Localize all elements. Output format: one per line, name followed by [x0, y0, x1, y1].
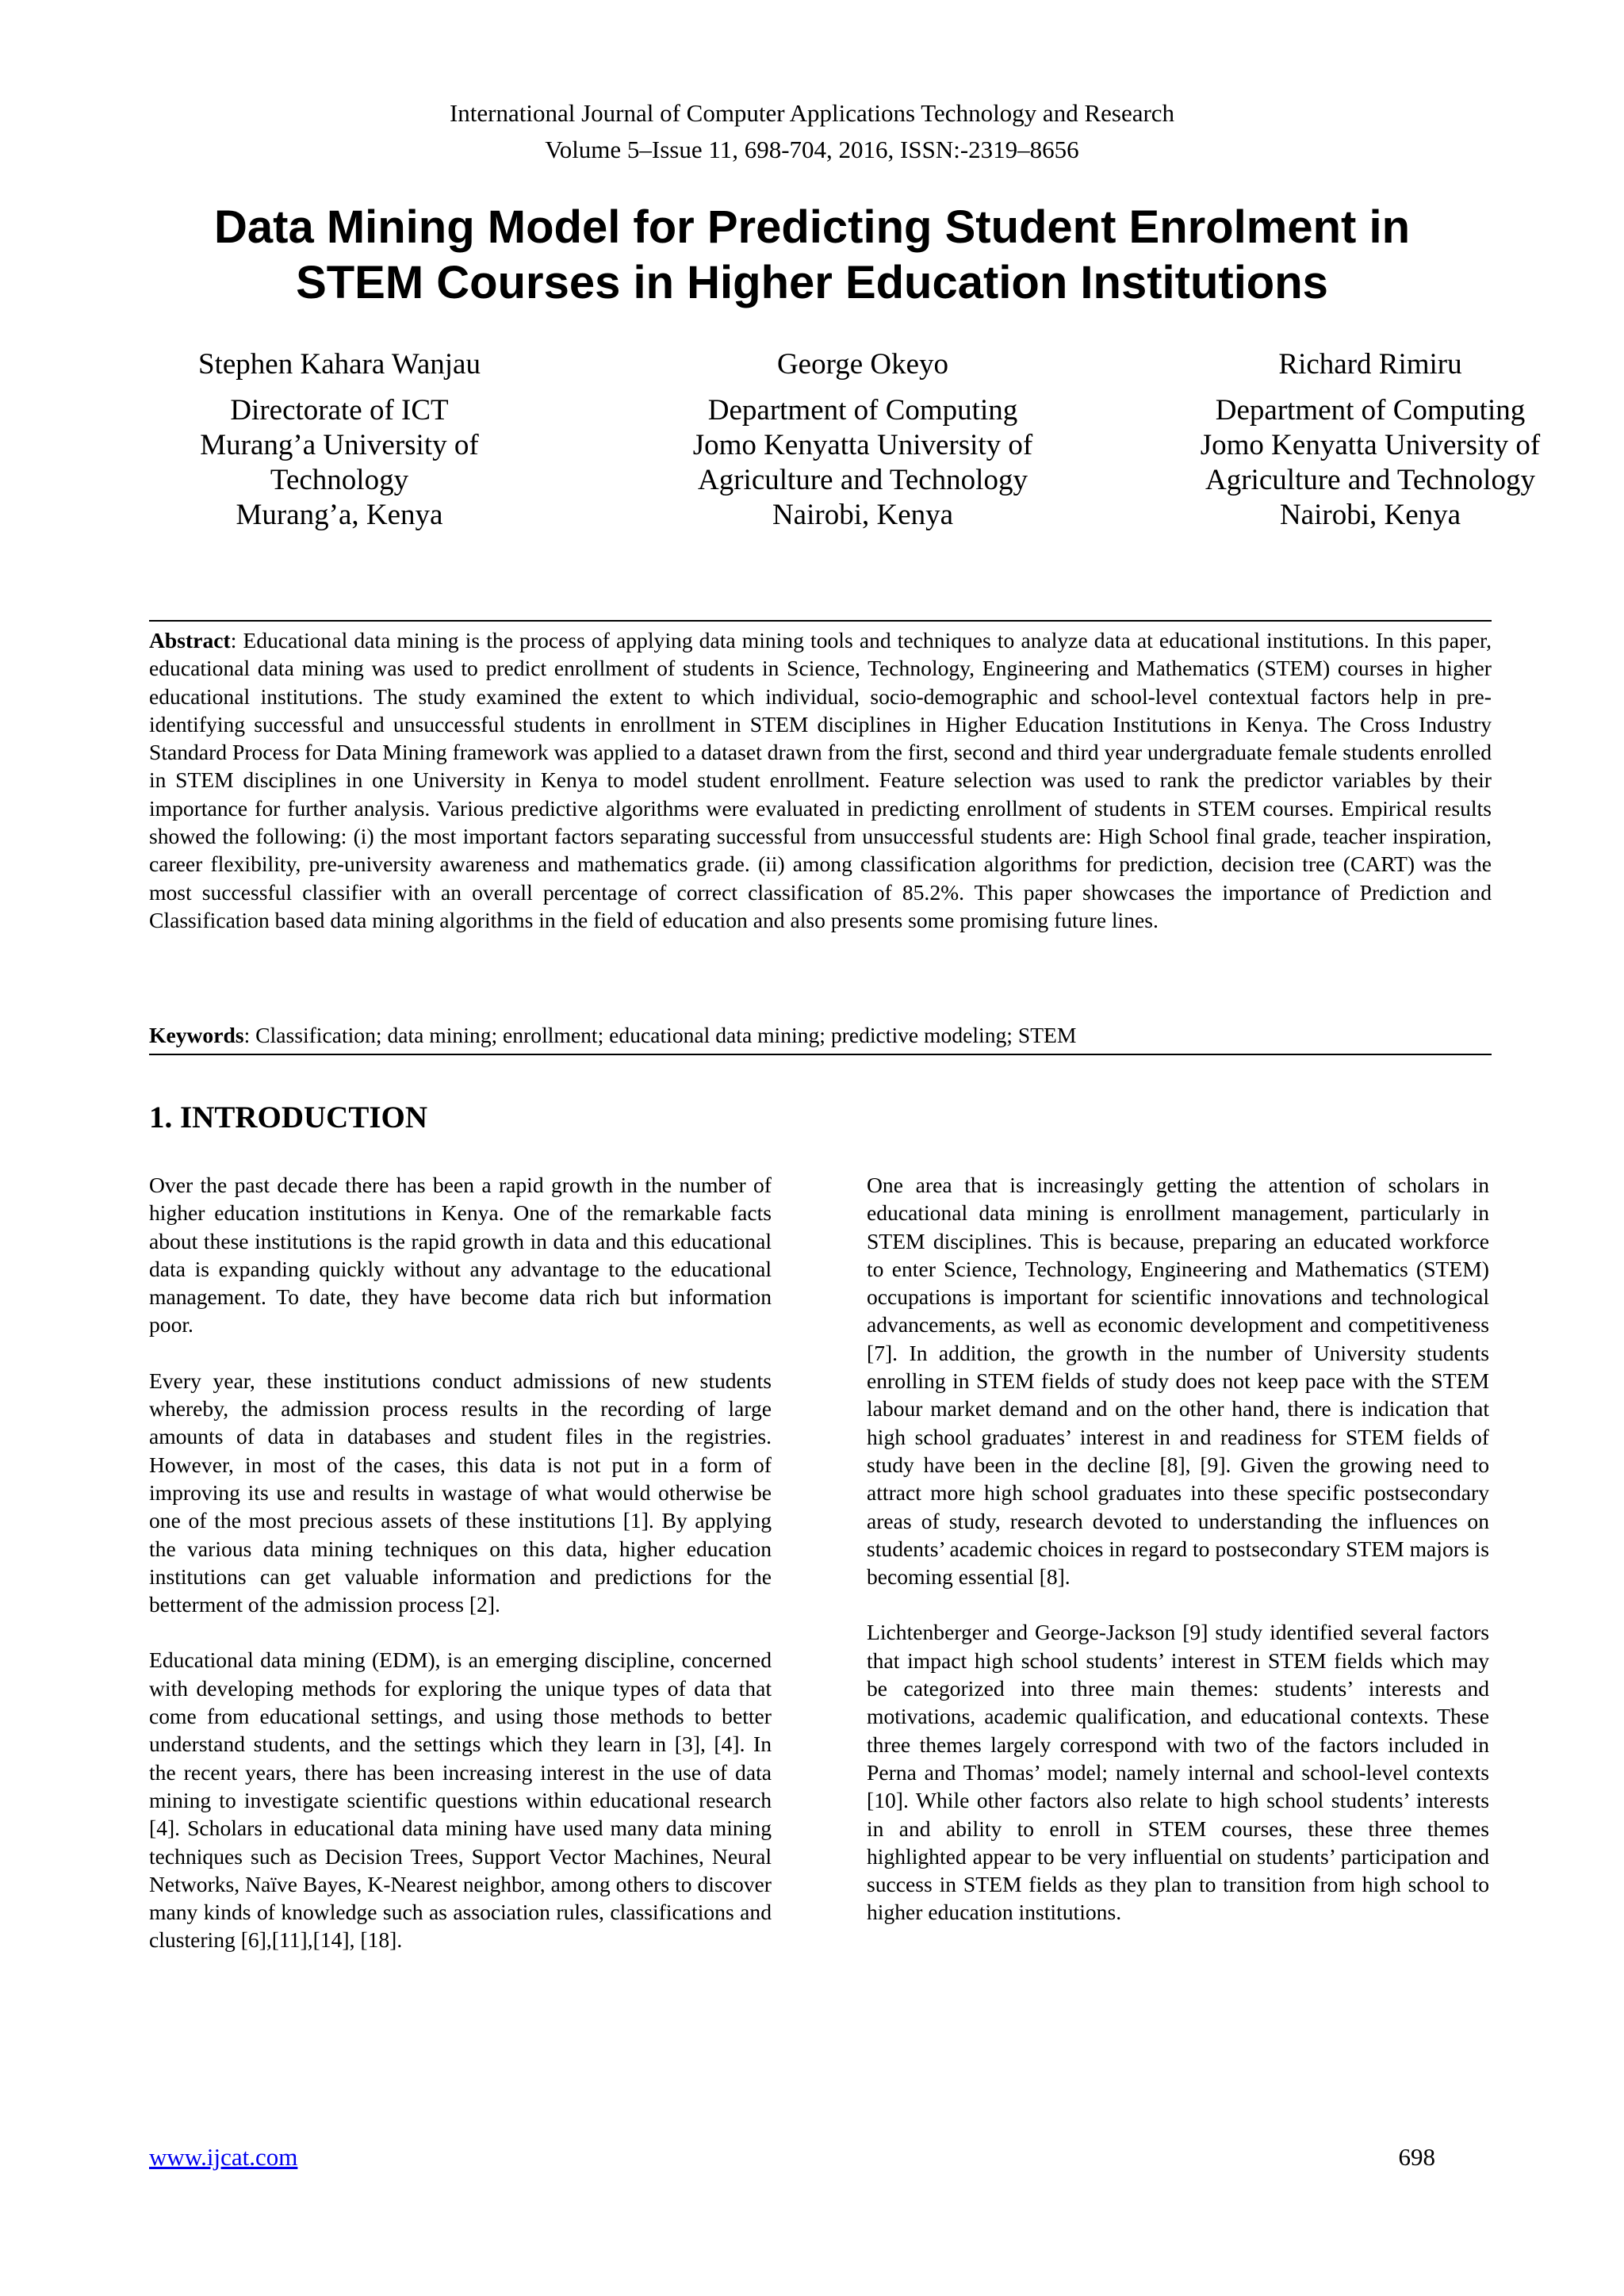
affiliation-line: Agriculture and Technology — [698, 464, 1028, 496]
journal-volume: Volume 5–Issue 11, 698-704, 2016, ISSN:-2319–8656 — [545, 136, 1079, 163]
affiliation-line: Murang’a, Kenya — [236, 499, 443, 531]
abstract-top-rule — [149, 620, 1492, 622]
paper-title — [111, 200, 1513, 311]
affiliation-line: Murang’a University of — [200, 429, 479, 461]
affiliation-line: Department of Computing — [707, 394, 1018, 427]
author-name: George Okeyo — [776, 348, 949, 381]
abstract-label: Abstract — [149, 628, 231, 652]
author-block-1 — [94, 347, 585, 533]
section-heading-introduction: 1. INTRODUCTION — [149, 1100, 428, 1135]
affiliation-line: Agriculture and Technology — [1205, 464, 1535, 496]
affiliation-line: Department of Computing — [1215, 394, 1526, 427]
keywords-label: Keywords — [149, 1023, 244, 1047]
author-block-3 — [1124, 347, 1616, 533]
page-number: 698 — [1398, 2143, 1435, 2171]
keywords-text: : Classification; data mining; enrollment; educational data mining; predictive modeling; STEM — [243, 1023, 1077, 1047]
affiliation-line: Jomo Kenyatta University of — [692, 429, 1033, 461]
paper-title-line-2: STEM Courses in Higher Education Institutions — [296, 257, 1328, 308]
paragraph: Every year, these institutions conduct admissions of new students whereby, the admission process results in the recording of large amounts of data in databases and student files in the registries. However, in most of the cases, this data is not put in a form of improving its use and results in wastage of what would otherwise be one of the most precious assets of these institutions [1]. By applying the various data mining techniques on this data, higher education institutions can get valuable information and predictions for the betterment of the admission process [2]. — [149, 1368, 772, 1617]
author-affiliation — [94, 393, 585, 533]
author-name: Stephen Kahara Wanjau — [198, 348, 481, 381]
abstract — [149, 626, 1492, 934]
journal-name: International Journal of Computer Applications Technology and Research — [449, 99, 1175, 127]
paragraph: One area that is increasingly getting the attention of scholars in educational data mining is enrollment management, particularly in STEM disciplines. This is because, preparing an educated workforce to enter Science, Technology, Engineering and Mathematics (STEM) occupations is important for scientific innovations and technological advancements, as well as economic development and competitiveness [7]. In addition, the growth in the number of University students enrolling in STEM fields of study does not keep pace with the STEM labour market demand and on the other hand, there is indication that high school graduates’ interest in and readiness for STEM fields of study have been in the decline [8], [9]. Given the growing need to attract more high school graduates into these specific postsecondary areas of study, research devoted to understanding the influences on students’ academic choices in regard to postsecondary STEM majors is becoming essential [8]. — [867, 1173, 1489, 1590]
journal-website-link[interactable]: www.ijcat.com — [149, 2143, 298, 2171]
affiliation-line: Technology — [270, 464, 409, 496]
author-affiliation — [1124, 393, 1616, 533]
affiliation-line: Nairobi, Kenya — [1279, 499, 1461, 531]
journal-header — [0, 95, 1624, 168]
paragraph: Lichtenberger and George-Jackson [9] study identified several factors that impact high school students’ interest in STEM fields which may be categorized into three main themes: students’ interests and motivations, academic qualification, and educational contexts. These three themes largely correspond with two of the factors included in Perna and Thomas’ model; namely internal and school-level contexts [10]. While other factors also relate to high school students’ interests in and ability to enroll in STEM courses, these three themes highlighted appear to be very influential on students’ participation and success in STEM fields as they plan to transition from high school to higher education institutions. — [867, 1620, 1489, 1925]
affiliation-line: Jomo Kenyatta University of — [1200, 429, 1541, 461]
author-block-2 — [617, 347, 1109, 533]
affiliation-line: Nairobi, Kenya — [772, 499, 954, 531]
paragraph: Educational data mining (EDM), is an emerging discipline, concerned with developing methods for exploring the unique types of data that come from educational settings, and using those methods to better understand students, and the settings which they learn in [3], [4]. In the recent years, there has been increasing interest in the use of data mining to investigate scientific questions within educational research [4]. Scholars in educational data mining have used many data mining techniques such as Decision Trees, Support Vector Machines, Neural Networks, Naïve Bayes, K-Nearest neighbor, among others to discover many kinds of knowledge such as association rules, classifications and clustering [6],[11],[14], [18]. — [149, 1647, 772, 1953]
body-column-right — [867, 1171, 1489, 1954]
keywords-bottom-rule — [149, 1054, 1492, 1055]
affiliation-line: Directorate of ICT — [230, 394, 449, 427]
author-affiliation — [617, 393, 1109, 533]
body-column-left — [149, 1171, 772, 1982]
paper-title-line-1: Data Mining Model for Predicting Student Enrolment in — [214, 201, 1410, 253]
keywords — [149, 1021, 1492, 1050]
abstract-text: : Educational data mining is the process of applying data mining tools and techniques to analyze data at educational institutions. In this paper, educational data mining was used to predict enrollment of students in Science, Technology, Engineering and Mathematics (STEM) courses in higher educational institutions. The study examined the extent to which individual, socio-demographic and school-level contextual factors help in pre-identifying successful and unsuccessful students in enrollment in STEM disciplines in Higher Education Institutions in Kenya. The Cross Industry Standard Process for Data Mining framework was applied to a dataset drawn from the first, second and third year undergraduate female students enrolled in STEM disciplines in one University in Kenya to model student enrollment. Feature selection was used to rank the predictor variables by their importance for further analysis. Various predictive algorithms were evaluated in predicting enrollment of students in STEM courses. Empirical results showed the following: (i) the most important factors separating successful from unsuccessful students are: High School final grade, teacher inspiration, career flexibility, pre-university awareness and mathematics grade. (ii) among classification algorithms for prediction, decision tree (CART) was the most successful classifier with an overall percentage of correct classification of 85.2%. This paper showcases the importance of Prediction and Classification based data mining algorithms in the field of education and also presents some promising future lines. — [149, 628, 1492, 932]
author-name: Richard Rimiru — [1278, 348, 1462, 381]
paragraph: Over the past decade there has been a rapid growth in the number of higher education institutions in Kenya. One of the remarkable facts about these institutions is the rapid growth in data and this educational data is expanding quickly without any advantage to the educational management. To date, they have become data rich but information poor. — [149, 1173, 772, 1337]
